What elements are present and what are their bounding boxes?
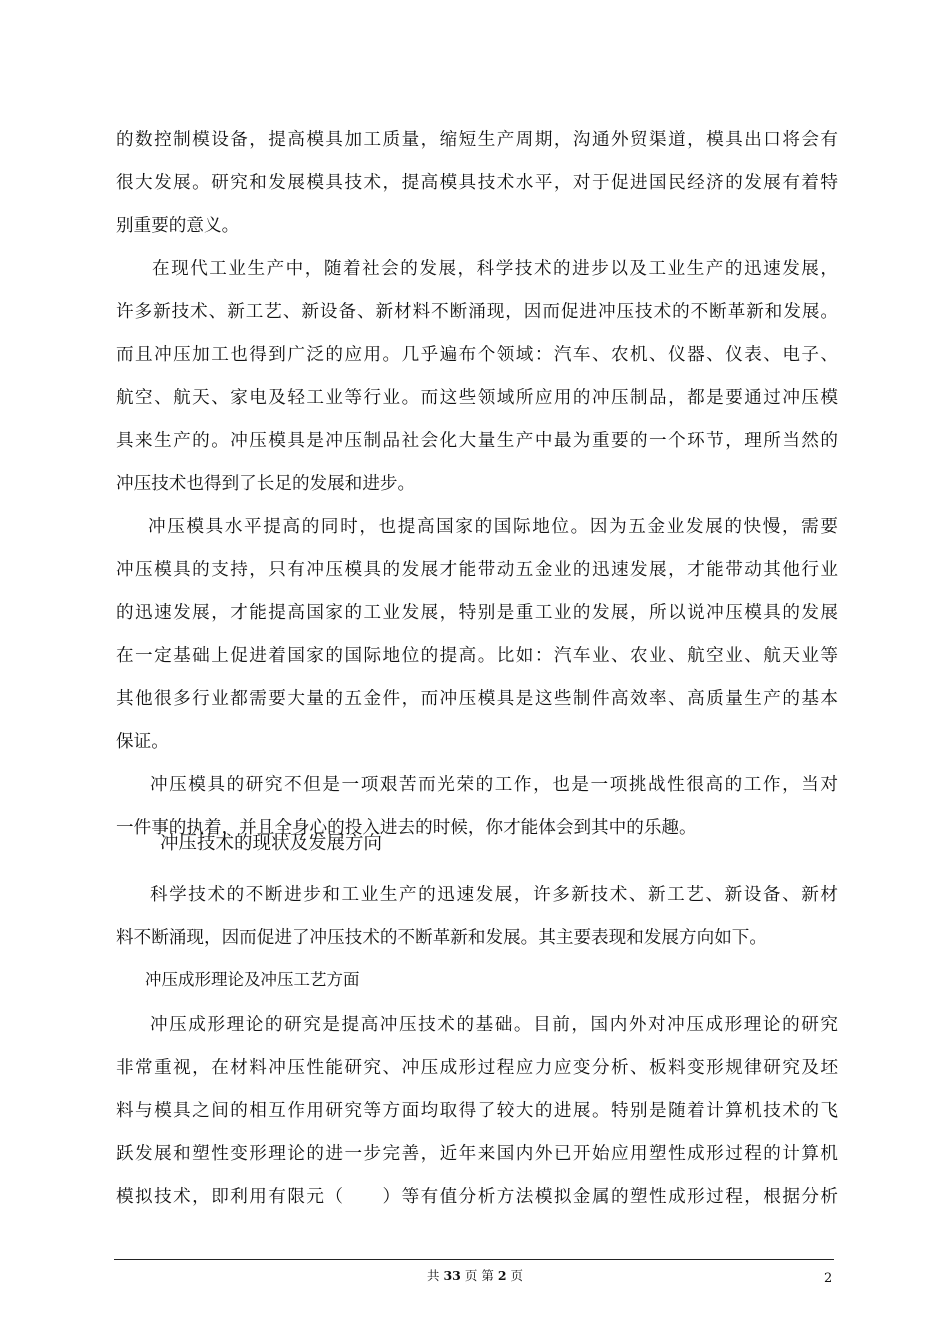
text-line: 模拟技术，即利用有限元（ ）等有值分析方法模拟金属的塑性成形过程，根据分析 — [116, 1187, 838, 1207]
footer-di: 第 — [481, 1268, 494, 1283]
text-line: 冲压模具的研究不但是一项艰苦而光荣的工作，也是一项挑战性很高的工作，当对 — [150, 775, 838, 795]
text-line: 冲压成形理论的研究是提高冲压技术的基础。目前，国内外对冲压成形理论的研究 — [150, 1015, 838, 1035]
text-line: 很大发展。研究和发展模具技术，提高模具技术水平，对于促进国民经济的发展有着特 — [116, 173, 838, 193]
section-heading: 冲压技术的现状及发展方向 — [160, 833, 383, 854]
footer-current-page: 2 — [497, 1268, 507, 1283]
text-line: 科学技术的不断进步和工业生产的迅速发展，许多新技术、新工艺、新设备、新材 — [150, 885, 838, 905]
text-line: 许多新技术、新工艺、新设备、新材料不断涌现，因而促进冲压技术的不断革新和发展。 — [116, 302, 838, 322]
text-line: 保证。 — [116, 732, 169, 752]
footer-rule — [114, 1259, 834, 1260]
page-footer — [0, 1266, 950, 1284]
text-line: 一件事的执着，并且全身心的投入进去的时候，你才能体会到其中的乐趣。 — [116, 818, 697, 838]
text-line: 冲压模具的支持，只有冲压模具的发展才能带动五金业的迅速发展，才能带动其他行业 — [116, 560, 838, 580]
text-line: 冲压模具水平提高的同时，也提高国家的国际地位。因为五金业发展的快慢，需要 — [148, 517, 838, 537]
text-line: 跃发展和塑性变形理论的进一步完善，近年来国内外已开始应用塑性成形过程的计算机 — [116, 1144, 838, 1164]
text-line: 而且冲压加工也得到广泛的应用。几乎遍布个领域：汽车、农机、仪器、仪表、电子、 — [116, 345, 838, 365]
footer-ye: 页 — [510, 1268, 524, 1283]
text-line: 航空、航天、家电及轻工业等行业。而这些领域所应用的冲压制品，都是要通过冲压模 — [116, 388, 838, 408]
sub-heading: 冲压成形理论及冲压工艺方面 — [145, 970, 360, 989]
text-line: 在一定基础上促进着国家的国际地位的提高。比如：汽车业、农业、航空业、航天业等 — [116, 646, 838, 666]
text-line: 非常重视，在材料冲压性能研究、冲压成形过程应力应变分析、板料变形规律研究及坯 — [116, 1058, 838, 1078]
text-line: 冲压技术也得到了长足的发展和进步。 — [116, 474, 416, 494]
footer-gong: 共 — [426, 1268, 440, 1283]
footer-ye: 页 — [464, 1268, 478, 1283]
text-line: 的数控制模设备，提高模具加工质量，缩短生产周期，沟通外贸渠道，模具出口将会有 — [116, 130, 838, 150]
text-line: 其他很多行业都需要大量的五金件，而冲压模具是这些制件高效率、高质量生产的基本 — [116, 689, 838, 709]
text-line: 料不断涌现，因而促进了冲压技术的不断革新和发展。其主要表现和发展方向如下。 — [116, 928, 767, 948]
text-line: 在现代工业生产中，随着社会的发展，科学技术的进步以及工业生产的迅速发展， — [152, 259, 838, 279]
page-number: 2 — [824, 1271, 833, 1286]
text-line: 具来生产的。冲压模具是冲压制品社会化大量生产中最为重要的一个环节，理所当然的 — [116, 431, 838, 451]
text-line: 的迅速发展，才能提高国家的工业发展，特别是重工业的发展，所以说冲压模具的发展 — [116, 603, 838, 623]
footer-total-pages: 33 — [443, 1268, 461, 1283]
text-line: 别重要的意义。 — [116, 216, 240, 236]
text-line: 料与模具之间的相互作用研究等方面均取得了较大的进展。特别是随着计算机技术的飞 — [116, 1101, 838, 1121]
